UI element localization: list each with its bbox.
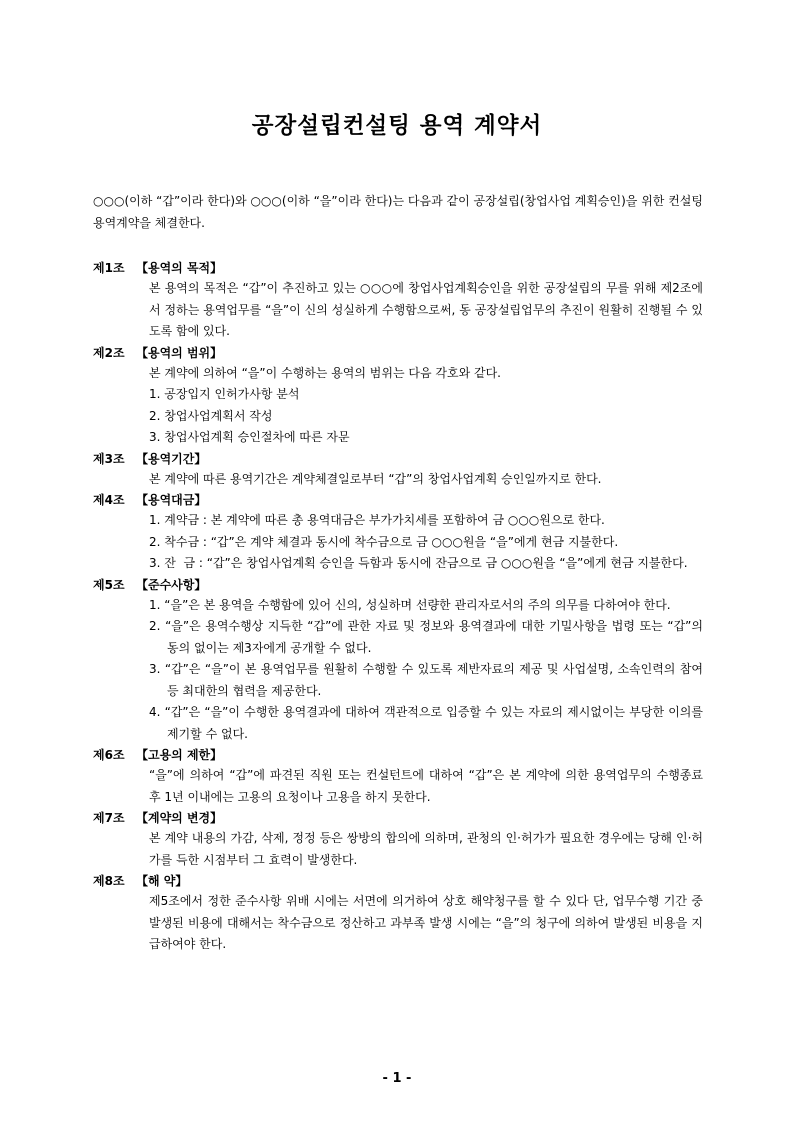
- article-title: 【용역대금】: [136, 493, 207, 507]
- article-body: 본 계약에 따른 용역기간은 계약체결일로부터 “갑”의 창업사업계획 승인일까지로 한다.: [149, 471, 602, 486]
- payment-text: “갑”은 창업사업계획 승인을 득함과 동시에 잔금으로 금 ○○○원을 “을”에게 현금 지불한다.: [206, 556, 688, 570]
- article-title: 【용역의 범위】: [136, 345, 223, 360]
- article-body: 본 계약에 의하여 “을”이 수행하는 용역의 범위는 다음 각호와 같다.: [149, 365, 501, 380]
- article-number: 제6조: [93, 748, 125, 762]
- list-item: 3. “갑”은 “을”이 본 용역업무를 원활히 수행할 수 있도록 제반자료의 제공 및 사업설명, 소속인력의 참여 등 최대한의 협력을 제공한다.: [149, 662, 703, 698]
- article-heading: [93, 871, 703, 891]
- payment-label: 1. 계약금 :: [149, 513, 211, 527]
- article-8: [93, 871, 707, 956]
- article-body: 제5조에서 정한 준수사항 위배 시에는 서면에 의거하여 상호 해약청구를 할 수 있다 단, 업무수행 기간 중 발생된 비용에 대해서는 착수금으로 정산하고 과부족 발생 시에는 “을”의 청구에 의하여 발생된 비용을 지급하여야 한다.: [149, 894, 707, 951]
- list-item: 3. 창업사업계획 승인절차에 따른 자문: [149, 430, 350, 444]
- page-number: - 1 -: [382, 1071, 412, 1086]
- payment-item-advance: [149, 532, 703, 554]
- article-heading: [93, 258, 703, 278]
- articles-list: [93, 258, 707, 956]
- article-title: 【고용의 제한】: [136, 748, 223, 762]
- payment-item-deposit: [149, 510, 703, 532]
- article-heading: [93, 745, 703, 765]
- payment-text: “갑”은 계약 체결과 동시에 착수금으로 금 ○○○원을 “을”에게 현금 지불한다.: [210, 534, 619, 549]
- article-7: [93, 808, 703, 871]
- list-item: 4. “갑”은 “을”이 수행한 용역결과에 대하여 객관적으로 입증할 수 있는 자료의 제시없이는 부당한 이의를 제기할 수 없다.: [149, 705, 703, 741]
- intro-paragraph: ○○○(이하 “갑”이라 한다)와 ○○○(이하 “을”이라 한다)는 다음과 같이 공장설립(창업사업 계획승인)을 위한 컨설팅 용역계약을 체결한다.: [93, 194, 703, 230]
- article-number: 제5조: [93, 577, 125, 592]
- article-number: 제8조: [93, 874, 125, 888]
- list-item: 2. “을”은 용역수행상 지득한 “갑”에 관한 자료 및 정보와 용역결과에 대한 기밀사항을 법령 또는 “갑”의 동의 없이는 제3자에게 공개할 수 없다.: [149, 619, 703, 655]
- article-body: 본 용역의 목적은 “갑”이 추진하고 있는 ○○○에 창업사업계획승인을 위한 공장설립의 무를 위해 제2조에서 정하는 용역업무를 “을”이 신의 성실하게 수행함으로써, 동 공장설립업무의 추진이 원활히 진행될 수 있도록 함에 있다.: [149, 281, 703, 338]
- article-5: [93, 575, 703, 746]
- article-title: 【준수사항】: [136, 577, 207, 592]
- article-title: 【계약의 변경】: [136, 811, 223, 825]
- list-item: 2. 창업사업계획서 작성: [149, 408, 273, 423]
- article-title: 【해 약】: [136, 874, 188, 888]
- article-number: 제1조: [93, 261, 125, 275]
- article-number: 제4조: [93, 493, 125, 507]
- article-3: [93, 449, 703, 491]
- article-title: 【용역의 목적】: [136, 261, 223, 275]
- article-4: [93, 490, 703, 575]
- article-number: 제7조: [93, 811, 125, 825]
- payment-text: 본 계약에 따른 총 용역대금은 부가가치세를 포함하여 금 ○○○원으로 한다.: [210, 513, 605, 527]
- article-heading: [93, 449, 703, 469]
- article-6: [93, 745, 707, 808]
- article-number: 제2조: [93, 345, 125, 360]
- list-item: 1. “을”은 본 용역을 수행함에 있어 신의, 성실하며 선량한 관리자로서의 주의 의무를 다하여야 한다.: [149, 597, 671, 612]
- article-number: 제3조: [93, 451, 125, 466]
- article-title: 【용역기간】: [136, 451, 207, 466]
- list-item: 1. 공장입지 인허가사항 분석: [149, 387, 300, 401]
- article-heading: [93, 343, 703, 363]
- payment-item-balance: [149, 553, 703, 575]
- article-2: [93, 343, 703, 449]
- article-body: 본 계약 내용의 가감, 삭제, 정정 등은 쌍방의 합의에 의하며, 관청의 인·허가가 필요한 경우에는 당해 인·허가를 득한 시점부터 그 효력이 발생한다.: [149, 831, 703, 867]
- payment-label: 3. 잔 금 :: [149, 556, 207, 570]
- article-1: [93, 258, 703, 343]
- article-heading: [93, 575, 703, 595]
- article-body: “을”에 의하여 “갑”에 파견된 직원 또는 컨설턴트에 대하여 “갑”은 본 계약에 의한 용역업무의 수행종료 후 1년 이내에는 고용의 요청이나 고용을 하지 못한다.: [149, 768, 707, 804]
- document-title: 공장설립컨설팅 용역 계약서: [251, 113, 543, 139]
- article-heading: [93, 808, 703, 828]
- article-heading: [93, 490, 703, 510]
- payment-label: 2. 착수금 :: [149, 534, 211, 549]
